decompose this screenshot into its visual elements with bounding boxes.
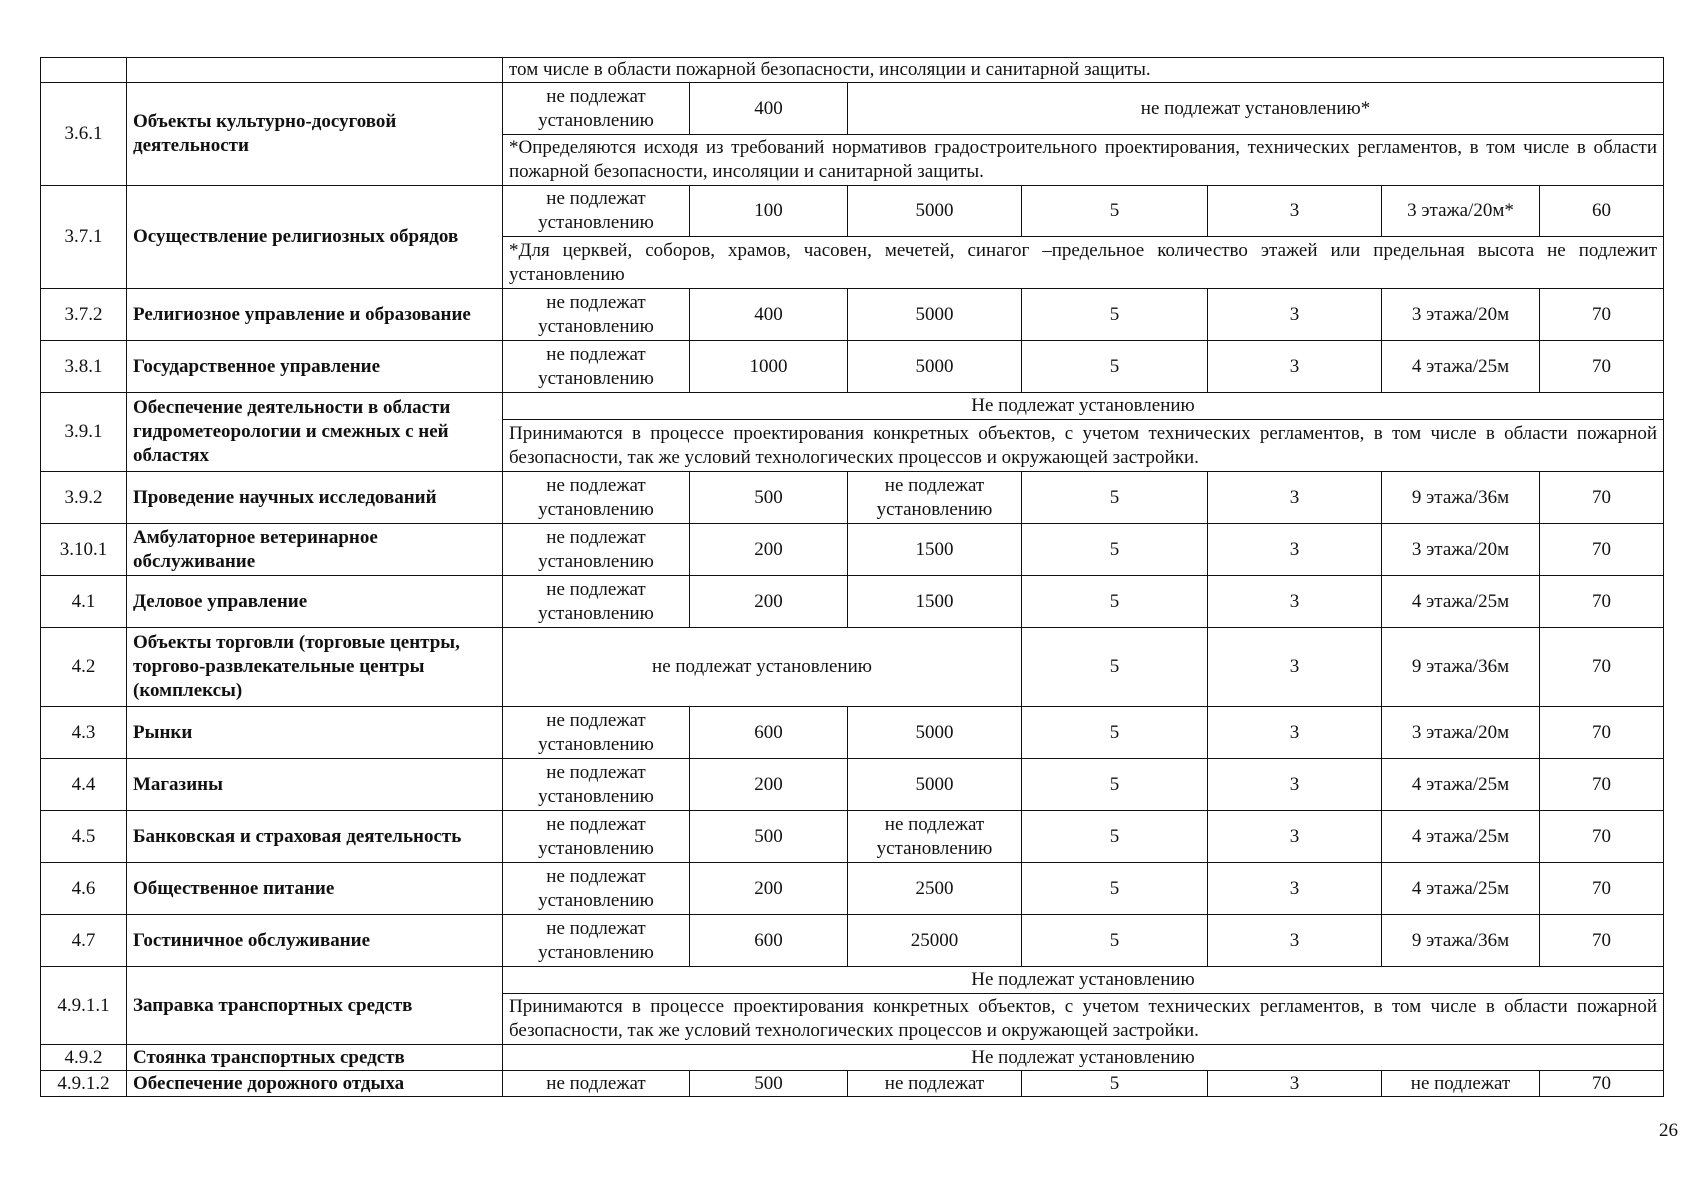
value-cell: 60 bbox=[1540, 186, 1664, 237]
value-cell: 70 bbox=[1540, 863, 1664, 915]
value-cell: 70 bbox=[1540, 472, 1664, 524]
value-cell: 70 bbox=[1540, 628, 1664, 707]
merged-cell: Не подлежат установлению bbox=[503, 1045, 1664, 1071]
value-cell: 70 bbox=[1540, 707, 1664, 759]
table-row bbox=[41, 863, 1664, 915]
value-cell: 5000 bbox=[848, 759, 1022, 811]
code-cell: 3.7.1 bbox=[41, 186, 127, 289]
value-cell: 400 bbox=[690, 83, 848, 135]
name-cell: Обеспечение деятельности в области гидрометеорологии и смежных с ней областях bbox=[127, 393, 503, 472]
page-number: 26 bbox=[1659, 1120, 1678, 1141]
value-cell: 70 bbox=[1540, 759, 1664, 811]
value-cell: 3 bbox=[1208, 472, 1382, 524]
value-cell: 70 bbox=[1540, 1071, 1664, 1097]
value-cell: 5 bbox=[1022, 811, 1208, 863]
code-cell: 4.9.1.1 bbox=[41, 967, 127, 1045]
value-cell: 5 bbox=[1022, 524, 1208, 576]
value-cell: 600 bbox=[690, 915, 848, 967]
note-cell: Принимаются в процессе проектирования конкретных объектов, с учетом технических регламентов, в том числе в области пожарной безопасности, так же условий технологических процессов и окружающей застройки. bbox=[503, 994, 1664, 1045]
value-cell: 500 bbox=[690, 472, 848, 524]
value-cell: 200 bbox=[690, 863, 848, 915]
table-body bbox=[41, 58, 1664, 1097]
value-cell: 400 bbox=[690, 289, 848, 341]
value-cell: 9 этажа/36м bbox=[1382, 915, 1540, 967]
table-row bbox=[41, 759, 1664, 811]
name-cell: Стоянка транспортных средств bbox=[127, 1045, 503, 1071]
value-cell: 5 bbox=[1022, 576, 1208, 628]
value-cell: 5 bbox=[1022, 863, 1208, 915]
value-cell: 3 bbox=[1208, 186, 1382, 237]
merged-cell: не подлежат установлению bbox=[503, 628, 1022, 707]
value-cell: 3 этажа/20м bbox=[1382, 707, 1540, 759]
code-cell: 3.8.1 bbox=[41, 341, 127, 393]
value-cell: 5 bbox=[1022, 915, 1208, 967]
note-cell: Принимаются в процессе проектирования конкретных объектов, с учетом технических регламентов, в том числе в области пожарной безопасности, так же условий технологических процессов и окружающей застройки. bbox=[503, 420, 1664, 472]
code-cell: 3.10.1 bbox=[41, 524, 127, 576]
value-cell: 70 bbox=[1540, 915, 1664, 967]
value-cell: 5 bbox=[1022, 759, 1208, 811]
value-cell: 5000 bbox=[848, 341, 1022, 393]
code-cell: 4.9.2 bbox=[41, 1045, 127, 1071]
value-cell: 3 bbox=[1208, 811, 1382, 863]
value-cell: 3 bbox=[1208, 1071, 1382, 1097]
value-cell: 3 этажа/20м bbox=[1382, 289, 1540, 341]
table-row bbox=[41, 524, 1664, 576]
value-cell: 25000 bbox=[848, 915, 1022, 967]
table-row bbox=[41, 186, 1664, 237]
value-cell: не подлежат установлению bbox=[848, 472, 1022, 524]
code-cell: 3.6.1 bbox=[41, 83, 127, 186]
value-cell: 600 bbox=[690, 707, 848, 759]
value-cell: 70 bbox=[1540, 289, 1664, 341]
value-cell: 200 bbox=[690, 576, 848, 628]
value-cell: 5 bbox=[1022, 1071, 1208, 1097]
value-cell: 1500 bbox=[848, 524, 1022, 576]
value-cell: 3 bbox=[1208, 628, 1382, 707]
value-cell: 3 этажа/20м* bbox=[1382, 186, 1540, 237]
value-cell: не подлежат установлению bbox=[503, 576, 690, 628]
code-cell: 3.9.1 bbox=[41, 393, 127, 472]
name-cell: Религиозное управление и образование bbox=[127, 289, 503, 341]
note-cell: *Для церквей, соборов, храмов, часовен, мечетей, синагог –предельное количество этажей или предельная высота не подлежит установлению bbox=[503, 237, 1664, 289]
value-cell: 100 bbox=[690, 186, 848, 237]
table-row bbox=[41, 83, 1664, 135]
value-cell: 5 bbox=[1022, 628, 1208, 707]
table-row bbox=[41, 341, 1664, 393]
value-cell: 200 bbox=[690, 759, 848, 811]
value-cell: 70 bbox=[1540, 811, 1664, 863]
value-cell: 4 этажа/25м bbox=[1382, 341, 1540, 393]
code-cell: 4.2 bbox=[41, 628, 127, 707]
value-cell: не подлежат установлению bbox=[503, 289, 690, 341]
value-cell: 3 bbox=[1208, 289, 1382, 341]
code-cell: 3.7.2 bbox=[41, 289, 127, 341]
value-cell: 3 bbox=[1208, 341, 1382, 393]
value-cell: 70 bbox=[1540, 576, 1664, 628]
value-cell: не подлежат установлению bbox=[503, 186, 690, 237]
code-cell: 4.1 bbox=[41, 576, 127, 628]
value-cell: не подлежат установлению bbox=[503, 524, 690, 576]
name-cell: Объекты культурно-досуговой деятельности bbox=[127, 83, 503, 186]
value-cell: не подлежат установлению bbox=[503, 863, 690, 915]
value-cell: 4 этажа/25м bbox=[1382, 863, 1540, 915]
table-row bbox=[41, 1071, 1664, 1097]
name-cell: Рынки bbox=[127, 707, 503, 759]
name-cell: Магазины bbox=[127, 759, 503, 811]
name-cell: Банковская и страховая деятельность bbox=[127, 811, 503, 863]
merged-cell: не подлежат установлению* bbox=[848, 83, 1664, 135]
value-cell: 5000 bbox=[848, 186, 1022, 237]
table-row bbox=[41, 393, 1664, 420]
name-cell: Государственное управление bbox=[127, 341, 503, 393]
merged-cell: Не подлежат установлению bbox=[503, 967, 1664, 994]
value-cell: не подлежат установлению bbox=[503, 811, 690, 863]
value-cell: не подлежат bbox=[848, 1071, 1022, 1097]
value-cell: 3 этажа/20м bbox=[1382, 524, 1540, 576]
code-cell: 3.9.2 bbox=[41, 472, 127, 524]
value-cell: 5000 bbox=[848, 289, 1022, 341]
value-cell: 70 bbox=[1540, 341, 1664, 393]
name-cell: Осуществление религиозных обрядов bbox=[127, 186, 503, 289]
value-cell: не подлежат установлению bbox=[503, 915, 690, 967]
value-cell: не подлежат установлению bbox=[503, 707, 690, 759]
table-row bbox=[41, 915, 1664, 967]
code-cell: 4.3 bbox=[41, 707, 127, 759]
value-cell: 3 bbox=[1208, 707, 1382, 759]
code-cell: 4.5 bbox=[41, 811, 127, 863]
name-cell: Гостиничное обслуживание bbox=[127, 915, 503, 967]
table-row bbox=[41, 289, 1664, 341]
value-cell: не подлежат установлению bbox=[503, 341, 690, 393]
value-cell: 5 bbox=[1022, 186, 1208, 237]
value-cell: 4 этажа/25м bbox=[1382, 576, 1540, 628]
value-cell: 3 bbox=[1208, 863, 1382, 915]
value-cell: 3 bbox=[1208, 915, 1382, 967]
value-cell: 3 bbox=[1208, 576, 1382, 628]
table-row bbox=[41, 707, 1664, 759]
value-cell: 4 этажа/25м bbox=[1382, 759, 1540, 811]
name-cell bbox=[127, 58, 503, 83]
name-cell: Объекты торговли (торговые центры, торгово-развлекательные центры (комплексы) bbox=[127, 628, 503, 707]
value-cell: 5 bbox=[1022, 472, 1208, 524]
value-cell: 1000 bbox=[690, 341, 848, 393]
table-row bbox=[41, 811, 1664, 863]
note-cell: *Определяются исходя из требований нормативов градостроительного проектирования, технических регламентов, в том числе в области пожарной безопасности, инсоляции и санитарной защиты. bbox=[503, 135, 1664, 186]
value-cell: 3 bbox=[1208, 759, 1382, 811]
value-cell: не подлежат установлению bbox=[503, 759, 690, 811]
value-cell: не подлежат установлению bbox=[503, 83, 690, 135]
value-cell: 1500 bbox=[848, 576, 1022, 628]
table-row bbox=[41, 1045, 1664, 1071]
name-cell: Амбулаторное ветеринарное обслуживание bbox=[127, 524, 503, 576]
name-cell: Обеспечение дорожного отдыха bbox=[127, 1071, 503, 1097]
value-cell: не подлежат bbox=[1382, 1071, 1540, 1097]
value-cell: не подлежат установлению bbox=[503, 472, 690, 524]
value-cell: не подлежат установлению bbox=[848, 811, 1022, 863]
code-cell: 4.6 bbox=[41, 863, 127, 915]
value-cell: 3 bbox=[1208, 524, 1382, 576]
code-cell: 4.4 bbox=[41, 759, 127, 811]
value-cell: 500 bbox=[690, 811, 848, 863]
value-cell: 9 этажа/36м bbox=[1382, 472, 1540, 524]
value-cell: 4 этажа/25м bbox=[1382, 811, 1540, 863]
name-cell: Деловое управление bbox=[127, 576, 503, 628]
value-cell: 5 bbox=[1022, 341, 1208, 393]
value-cell: 500 bbox=[690, 1071, 848, 1097]
code-cell: 4.9.1.2 bbox=[41, 1071, 127, 1097]
code-cell: 4.7 bbox=[41, 915, 127, 967]
table-row bbox=[41, 58, 1664, 83]
table-row bbox=[41, 628, 1664, 707]
value-cell: 9 этажа/36м bbox=[1382, 628, 1540, 707]
name-cell: Общественное питание bbox=[127, 863, 503, 915]
value-cell: 2500 bbox=[848, 863, 1022, 915]
regulations-table bbox=[40, 57, 1664, 1097]
table-row bbox=[41, 576, 1664, 628]
note-cell: том числе в области пожарной безопасности, инсоляции и санитарной защиты. bbox=[503, 58, 1664, 83]
table-row bbox=[41, 472, 1664, 524]
name-cell: Заправка транспортных средств bbox=[127, 967, 503, 1045]
value-cell: не подлежат bbox=[503, 1071, 690, 1097]
value-cell: 200 bbox=[690, 524, 848, 576]
value-cell: 70 bbox=[1540, 524, 1664, 576]
value-cell: 5000 bbox=[848, 707, 1022, 759]
table-row bbox=[41, 967, 1664, 994]
name-cell: Проведение научных исследований bbox=[127, 472, 503, 524]
code-cell bbox=[41, 58, 127, 83]
value-cell: 5 bbox=[1022, 289, 1208, 341]
value-cell: 5 bbox=[1022, 707, 1208, 759]
merged-cell: Не подлежат установлению bbox=[503, 393, 1664, 420]
